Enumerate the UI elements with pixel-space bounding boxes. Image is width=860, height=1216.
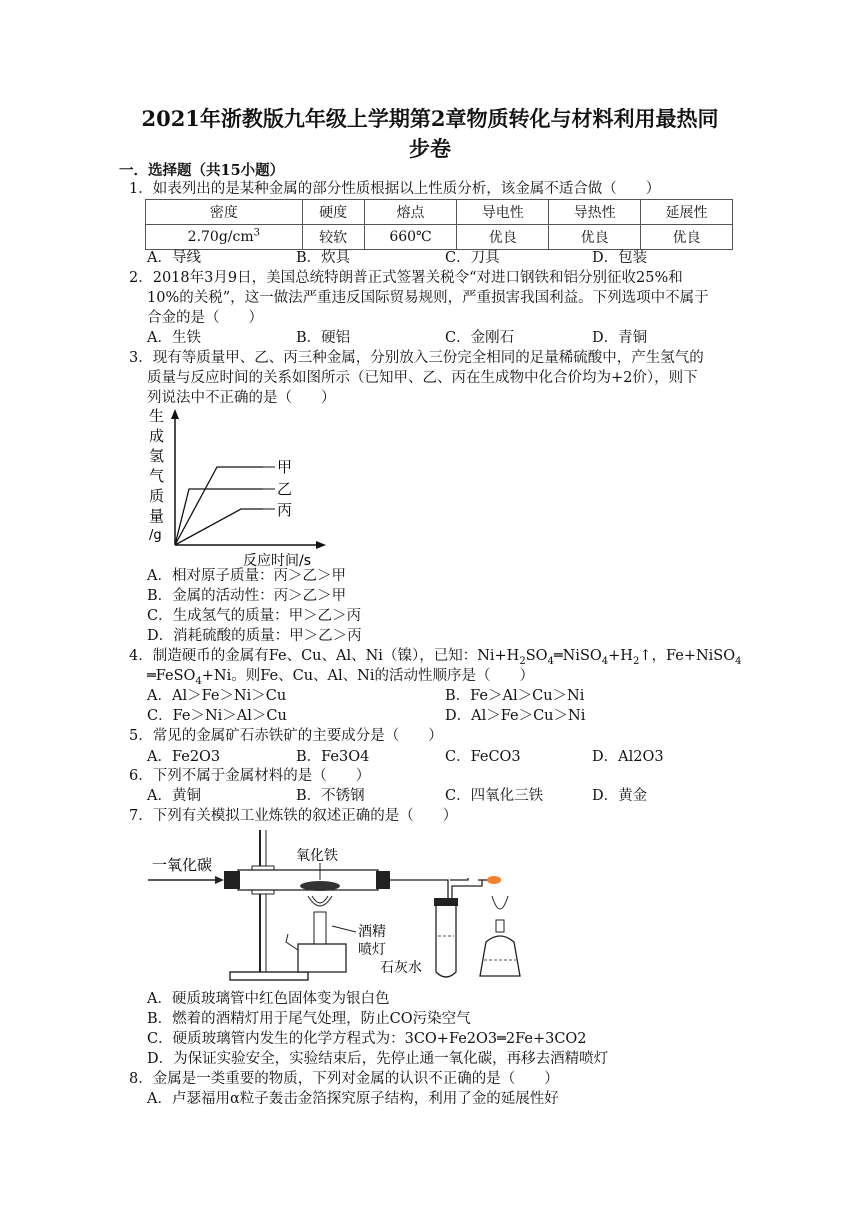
series-line-bing <box>175 509 263 545</box>
q4-option-a: A．Al＞Fe＞Ni＞Cu <box>147 688 287 704</box>
q2-line1: 2．2018年3月9日，美国总统特朗普正式签署关税令“对进口钢铁和铝分别征收25%和 <box>129 270 683 286</box>
q3-option-a: A．相对原子质量：丙＞乙＞甲 <box>147 568 346 584</box>
q2-option-d: D．青铜 <box>592 330 648 346</box>
q4-option-b: B．Fe＞Al＞Cu＞Ni <box>445 688 585 704</box>
table-header-cell: 密度 <box>146 200 303 225</box>
series-label-yi: 乙 <box>277 480 293 498</box>
q1-option-b: B．炊具 <box>296 250 351 266</box>
stand-base <box>230 972 308 980</box>
stopper-left <box>224 871 240 889</box>
burner-flame <box>312 896 328 903</box>
label-limewater: 石灰水 <box>380 960 422 976</box>
q6-option-c: C．四氧化三铁 <box>445 788 544 804</box>
q7-ironmaking-apparatus <box>148 826 533 988</box>
x-axis-label: 反应时间/s <box>243 553 312 569</box>
table-cell: 较软 <box>302 225 364 250</box>
q3-hydrogen-graph <box>145 405 345 570</box>
q3-line2: 质量与反应时间的关系如图所示（已知甲、乙、丙在生成物中化合价均为+2价），则下 <box>147 370 698 386</box>
q1-option-a: A．导线 <box>147 250 201 266</box>
q8-option-a: A．卢瑟福用α粒子轰击金箔探究原子结构，利用了金的延展性好 <box>147 1091 559 1107</box>
q5-option-b: B．Fe3O4 <box>296 749 370 765</box>
q6-option-a: A．黄铜 <box>147 788 201 804</box>
burner-flame <box>308 896 332 906</box>
q4-text: ↑，Fe+NiSO <box>639 648 736 664</box>
q3-line3: 列说法中不正确的是（ ） <box>147 390 336 406</box>
label-burner-1: 酒精 <box>358 924 386 940</box>
q8-stem: 8．金属是一类重要的物质，下列对金属的认识不正确的是（ ） <box>129 1071 559 1087</box>
q3-option-b: B．金属的活动性：丙＞乙＞甲 <box>147 588 347 604</box>
density-unit-sup: 3 <box>253 227 261 239</box>
ylabel-char: 氢 <box>149 447 165 465</box>
x-axis-arrow-icon <box>316 541 326 549</box>
q5-option-c: C．FeCO3 <box>445 749 521 765</box>
test-tube-stopper <box>434 898 458 906</box>
document-title-line2: 步卷 <box>409 136 451 161</box>
q4-line1: 4．制造硬币的金属有Fe、Cu、Al、Ni（镍），已知：$Ni+H_2SO_4═NiSO_4+H_2↑$，Fe+NiSO$_4$ <box>129 648 742 667</box>
table-header-cell: 硬度 <box>302 200 364 225</box>
series-label-bing: 丙 <box>277 501 293 519</box>
label-burner-2: 喷灯 <box>358 942 386 958</box>
q1-properties-table <box>145 199 733 250</box>
gas-tube <box>450 878 468 880</box>
table-cell: 优良 <box>641 225 733 250</box>
lamp-flame <box>492 896 508 909</box>
table-cell: 660℃ <box>364 225 457 250</box>
label-leader <box>332 926 356 932</box>
table-cell: 优良 <box>457 225 549 250</box>
table-header-cell: 导电性 <box>457 200 549 225</box>
label-iron-oxide: 氧化铁 <box>296 848 338 864</box>
ylabel-unit: /g <box>149 528 162 543</box>
q7-option-b: B．燃着的酒精灯用于尾气处理，防止CO污染空气 <box>147 1011 471 1027</box>
stopper-right <box>376 871 390 889</box>
burner-handle <box>286 934 298 950</box>
table-cell-density <box>146 225 303 250</box>
q6-stem: 6．下列不属于金属材料的是（ ） <box>129 768 371 784</box>
q6-option-d: D．黄金 <box>592 788 648 804</box>
table-header-cell: 延展性 <box>641 200 733 225</box>
q3-line1: 3．现有等质量甲、乙、丙三种金属，分别放入三份完全相同的足量稀硫酸中，产生氢气的 <box>129 350 704 366</box>
q4-text: 4．制造硬币的金属有Fe、Cu、Al、Ni（镍），已知：Ni+H <box>129 648 520 664</box>
lamp-wick <box>496 920 504 932</box>
q7-stem: 7．下列有关模拟工业炼铁的叙述正确的是（ ） <box>129 808 458 824</box>
q2-option-c: C．金刚石 <box>445 330 515 346</box>
burner-tube <box>314 912 326 946</box>
q4-option-c: C．Fe＞Ni＞Al＞Cu <box>147 708 287 724</box>
q4-text: +Ni。则Fe、Cu、Al、Ni的活动性顺序是（ ） <box>201 668 534 684</box>
series-label-jia: 甲 <box>277 458 293 476</box>
q1-stem: 1．如表列出的是某种金属的部分性质根据以上性质分析，该金属不适合做（ ） <box>129 181 661 197</box>
table-row <box>146 225 733 250</box>
q5-stem: 5．常见的金属矿石赤铁矿的主要成分是（ ） <box>129 728 443 744</box>
q4-text: ═FeSO <box>147 668 196 684</box>
q3-option-c: C．生成氢气的质量：甲＞乙＞丙 <box>147 608 362 624</box>
q2-option-a: A．生铁 <box>147 330 201 346</box>
exhaust-flame-icon <box>487 876 501 884</box>
label-carbon-monoxide: 一氧化碳 <box>152 856 213 874</box>
co-arrow-icon <box>215 876 224 884</box>
document-title-line1: 2021年浙教版九年级上学期第2章物质转化与材料利用最热同 <box>141 106 719 131</box>
table-header-cell: 导热性 <box>549 200 641 225</box>
ylabel-char: 成 <box>149 427 165 445</box>
table-header-row <box>146 200 733 225</box>
series-line-jia <box>175 467 263 545</box>
q4-text: +H <box>608 648 633 664</box>
q1-option-d: D．包装 <box>592 250 648 266</box>
density-value: 2.70g/cm <box>187 229 254 245</box>
series-line-yi <box>175 489 263 545</box>
q2-line3: 合金的是（ ） <box>147 310 263 326</box>
q5-option-d: D．Al2O3 <box>592 749 664 765</box>
q7-option-c: C．硬质玻璃管内发生的化学方程式为：3CO+Fe2O3═2Fe+3CO2 <box>147 1031 587 1047</box>
ylabel-char: 量 <box>149 507 165 525</box>
exhaust-tube <box>452 880 482 898</box>
q7-option-a: A．硬质玻璃管中红色固体变为银白色 <box>147 991 390 1007</box>
table-cell: 优良 <box>549 225 641 250</box>
burner-tank <box>298 944 346 972</box>
ylabel-char: 质 <box>149 487 165 505</box>
alcohol-lamp <box>480 936 520 976</box>
ylabel-char: 气 <box>149 467 165 485</box>
table-header-cell: 熔点 <box>364 200 457 225</box>
q1-option-c: C．刀具 <box>445 250 500 266</box>
q4-line2: ═FeSO$_4$+Ni。则Fe、Cu、Al、Ni的活动性顺序是（ ） <box>147 668 534 687</box>
q3-option-d: D．消耗硫酸的质量：甲＞乙＞丙 <box>147 628 362 644</box>
q6-option-b: B．不锈钢 <box>296 788 365 804</box>
q4-option-d: D．Al＞Fe＞Cu＞Ni <box>445 708 586 724</box>
iron-oxide-powder <box>300 881 340 891</box>
q7-option-d: D．为保证实验安全，实验结束后，先停止通一氧化碳，再移去酒精喷灯 <box>147 1051 609 1067</box>
section-heading: 一．选择题（共15小题） <box>119 162 285 179</box>
q4-text: SO <box>525 648 548 664</box>
q5-option-a: A．Fe2O3 <box>147 749 221 765</box>
q2-line2: 10%的关税”，这一做法严重违反国际贸易规则，严重损害我国利益。下列选项中不属于 <box>147 290 709 306</box>
ylabel-char: 生 <box>149 407 165 425</box>
y-axis-arrow-icon <box>171 409 179 419</box>
q2-option-b: B．硬铝 <box>296 330 351 346</box>
q4-text: ═NiSO <box>553 648 602 664</box>
test-tube <box>436 902 456 977</box>
